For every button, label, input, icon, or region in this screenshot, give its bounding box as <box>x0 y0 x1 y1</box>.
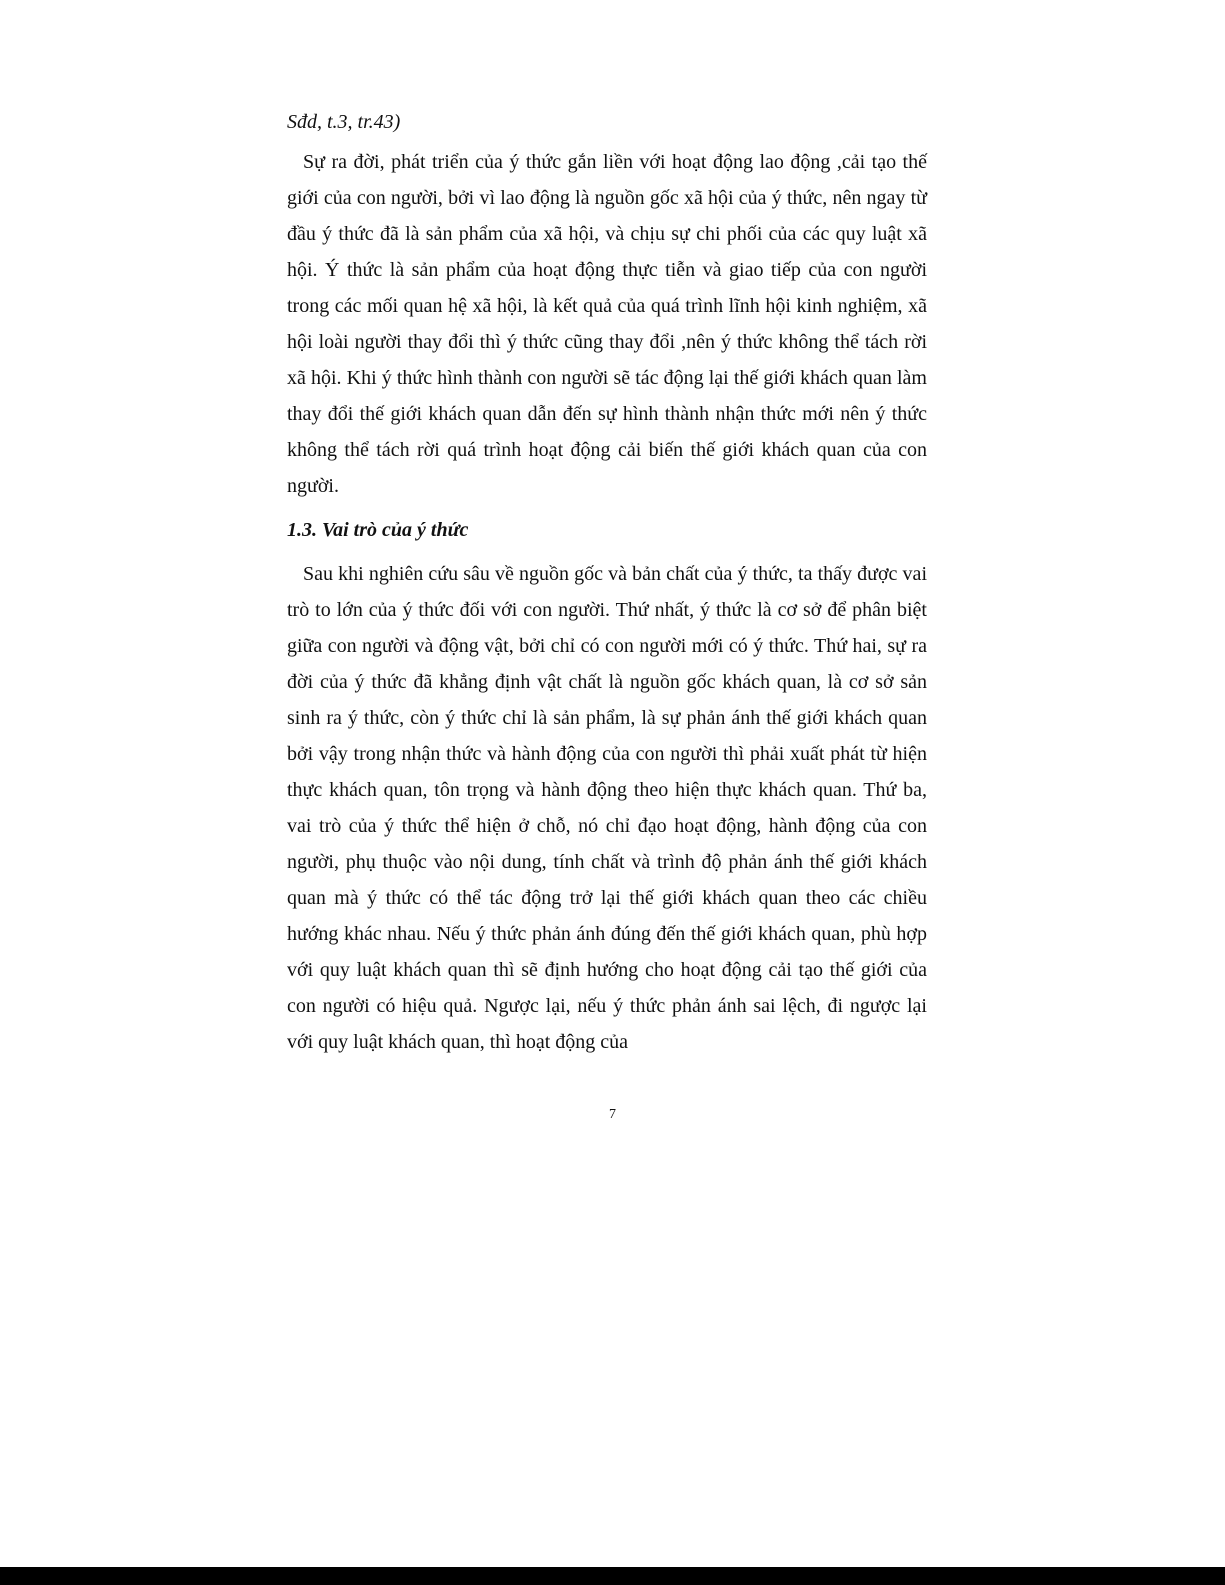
page-content <box>287 104 927 1060</box>
body-paragraph-origin: Sự ra đời, phát triển của ý thức gắn liền với hoạt động lao động ,cải tạo thế giới của con người, bởi vì lao động là nguồn gốc xã hội của ý thức, nên ngay từ đầu ý thức đã là sản phẩm của xã hội, và chịu sự chi phối của các quy luật xã hội. Ý thức là sản phẩm của hoạt động thực tiễn và giao tiếp của con người trong các mối quan hệ xã hội, là kết quả của quá trình lĩnh hội kinh nghiệm, xã hội loài người thay đổi thì ý thức cũng thay đổi ,nên ý thức không thể tách rời xã hội. Khi ý thức hình thành con người sẽ tác động lại thế giới khách quan làm thay đổi thế giới khách quan dẫn đến sự hình thành nhận thức mới nên ý thức không thể tách rời quá trình hoạt động cải biến thế giới khách quan của con người. <box>287 151 927 497</box>
citation-reference: Sđd, t.3, tr.43) <box>287 111 401 133</box>
section-heading: 1.3. Vai trò của ý thức <box>287 519 469 541</box>
body-paragraph-role: Sau khi nghiên cứu sâu về nguồn gốc và bản chất của ý thức, ta thấy được vai trò to lớn của ý thức đối với con người. Thứ nhất, ý thức là cơ sở để phân biệt giữa con người và động vật, bởi chỉ có con người mới có ý thức. Thứ hai, sự ra đời của ý thức đã khẳng định vật chất là nguồn gốc khách quan, là cơ sở sản sinh ra ý thức, còn ý thức chỉ là sản phẩm, là sự phản ánh thế giới khách quan bởi vậy trong nhận thức và hành động của con người thì phải xuất phát từ hiện thực khách quan, tôn trọng và hành động theo hiện thực khách quan. Thứ ba, vai trò của ý thức thể hiện ở chỗ, nó chỉ đạo hoạt động, hành động của con người, phụ thuộc vào nội dung, tính chất và trình độ phản ánh thế giới khách quan mà ý thức có thể tác động trở lại thế giới khách quan theo các chiều hướng khác nhau. Nếu ý thức phản ánh đúng đến thế giới khách quan, phù hợp với quy luật khách quan thì sẽ định hướng cho hoạt động cải tạo thế giới của con người có hiệu quả. Ngược lại, nếu ý thức phản ánh sai lệch, đi ngược lại với quy luật khách quan, thì hoạt động của <box>287 563 927 1053</box>
page-number: 7 <box>609 1107 616 1122</box>
bottom-border <box>0 1567 1225 1585</box>
